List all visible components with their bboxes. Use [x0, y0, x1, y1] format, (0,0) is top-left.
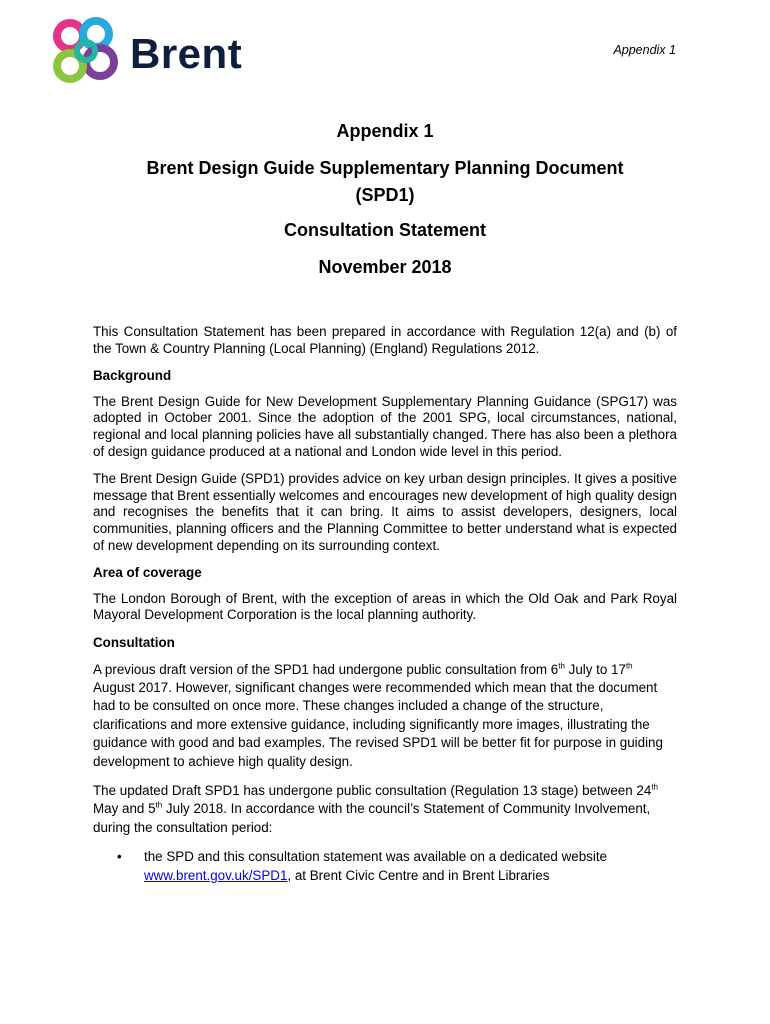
intro-paragraph: This Consultation Statement has been prepared in accordance with Regulation 12(a) and (b) of the Town & Country Planning (Local Planning) (England) Regulations 2012.	[93, 324, 677, 356]
text-run: May and 5	[93, 801, 156, 817]
logo-wordmark: Brent	[130, 30, 243, 77]
coverage-paragraph: The London Borough of Brent, with the exception of areas in which the Old Oak and Park Royal Mayoral Development Corporation is the local planning authority.	[93, 590, 677, 623]
text-run: A previous draft version of the SPD1 had undergone public consultation from 6	[93, 661, 559, 677]
appendix-tag: Appendix 1	[613, 43, 676, 57]
consultation-bullet-list	[93, 848, 677, 885]
text-run: August 2017. However, significant changes were recommended which mean that the document had to be consulted on once more. These changes included a change of the structure, clarifications and more extensive guidance, including significantly more images, illustrating the guidance with good and bad examples. The revised SPD1 will be better fit for purpose in guiding development to achieve high quality design.	[93, 679, 663, 769]
superscript: th	[625, 661, 633, 671]
text-run: , at Brent Civic Centre and in Brent Libraries	[287, 867, 550, 883]
list-item	[93, 848, 677, 885]
document-body	[93, 324, 677, 885]
text-run: The updated Draft SPD1 has undergone public consultation (Regulation 13 stage) between 24	[93, 782, 652, 798]
title-consultation-statement: Consultation Statement	[283, 220, 486, 240]
title-date: November 2018	[318, 257, 452, 277]
heading-background: Background	[93, 368, 172, 384]
title-document-line2: (SPD1)	[355, 185, 415, 205]
consultation-paragraph-2	[93, 782, 677, 837]
superscript: th	[651, 782, 658, 792]
title-block	[93, 118, 677, 281]
text-run: July to 17	[564, 661, 626, 677]
heading-consultation: Consultation	[93, 634, 175, 650]
heading-area-of-coverage: Area of coverage	[93, 565, 202, 581]
superscript: th	[155, 800, 163, 810]
superscript: th	[558, 661, 565, 671]
background-paragraph-1: The Brent Design Guide for New Development Supplementary Planning Guidance (SPG17) was adopted in October 2001. Since the adoption of the 2001 SPG, local circumstances, national, regional and local planning policies have all substantially changed. There has also been a plethora of design guidance produced at a national and London wide level in this period.	[93, 393, 677, 459]
background-paragraph-2: The Brent Design Guide (SPD1) provides advice on key urban design principles. It gives a positive message that Brent essentially welcomes and encourages new development of high quality design and recognises the benefits that it can bring. It aims to assist developers, designers, local communities, planning officers and the Planning Committee to better understand what is expected of new development depending on its surrounding context.	[93, 471, 677, 553]
title-document-line1: Brent Design Guide Supplementary Planning Document	[146, 158, 624, 178]
consultation-paragraph-1	[93, 661, 677, 771]
bullet-icon: •	[117, 849, 122, 865]
text-run: July 2018. In accordance with the council’s Statement of Community Involvement, during the consultation period:	[93, 801, 651, 835]
title-appendix: Appendix 1	[336, 121, 434, 141]
text-run: the SPD and this consultation statement was available on a dedicated website	[144, 849, 608, 865]
brent-logo-mark-icon	[48, 16, 124, 88]
spd1-website-link[interactable]: www.brent.gov.uk/SPD1	[144, 867, 288, 883]
brent-logo	[48, 16, 258, 88]
